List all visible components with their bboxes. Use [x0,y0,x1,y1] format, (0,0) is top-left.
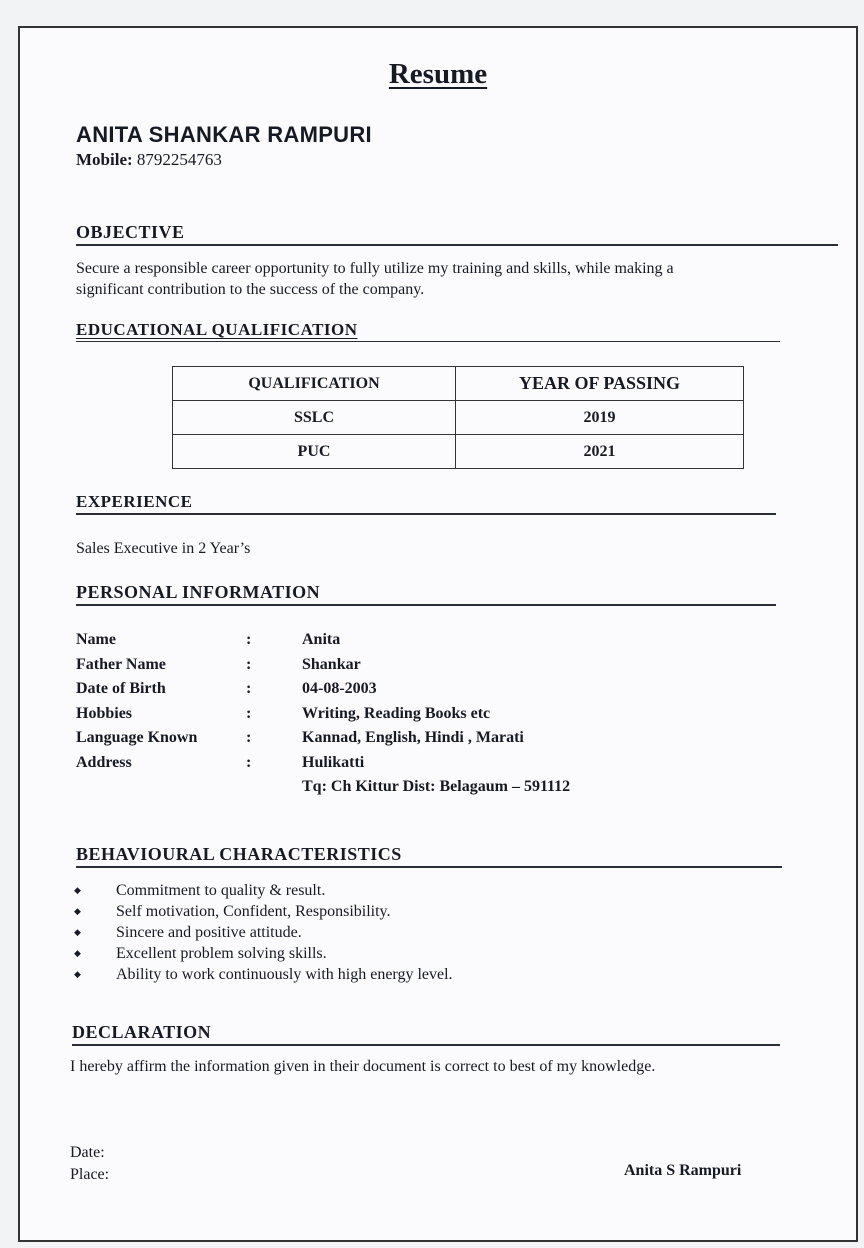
personal-heading-text: PERSONAL INFORMATION [76,582,321,602]
info-row-name [76,628,682,653]
diamond-bullet-icon: ◆ [74,927,81,937]
experience-heading [76,492,776,515]
resume-page [18,26,858,1242]
date-label: Date: [70,1144,105,1161]
info-colon: : [246,729,252,747]
info-row-date-of-birth [76,677,682,702]
place-label: Place: [70,1166,110,1183]
info-label: Hobbies [76,704,133,722]
diamond-bullet-icon: ◆ [74,885,81,895]
info-row-address-line-2 [76,775,682,800]
info-colon: : [246,753,252,771]
list-item-text: Sincere and positive attitude. [116,923,302,941]
mobile-value: 8792254763 [136,150,222,169]
info-colon: : [246,631,252,649]
date-place-block [70,1142,109,1186]
signature-name: Anita S Rampuri [624,1162,742,1179]
personal-heading [76,582,776,606]
table-cell-qualification: PUC [173,435,456,469]
table-cell-qualification: SSLC [173,401,456,435]
diamond-bullet-icon: ◆ [74,906,81,916]
table-cell-year: 2021 [456,435,744,469]
info-row-language-known [76,726,682,751]
table-cell-year: 2019 [456,401,744,435]
behaviour-heading-text: BEHAVIOURAL CHARACTERISTICS [76,844,402,864]
info-colon: : [246,704,252,722]
behaviour-heading [76,844,782,868]
info-value: Tq: Ch Kittur Dist: Belagaum – 591112 [302,778,571,796]
table-row [173,401,744,435]
list-item [74,943,453,964]
candidate-name: ANITA SHANKAR RAMPURI [76,122,372,147]
list-item [74,901,453,922]
personal-info-list [76,628,682,800]
info-value: Hulikatti [302,753,365,771]
info-row-address [76,751,682,776]
declaration-heading-text: DECLARATION [72,1022,212,1042]
info-label: Address [76,753,132,771]
list-item-text: Commitment to quality & result. [116,881,326,899]
info-value: Anita [302,631,341,649]
objective-text [76,258,816,300]
info-colon: : [246,680,252,698]
list-item [74,922,453,943]
objective-heading [76,222,838,246]
education-table [172,366,744,469]
experience-heading-text: EXPERIENCE [76,492,193,511]
info-label: Father Name [76,655,166,673]
experience-text: Sales Executive in 2 Year’s [76,540,251,557]
column-header-year: YEAR OF PASSING [456,367,744,401]
diamond-bullet-icon: ◆ [74,948,81,958]
info-row-father-name [76,653,682,678]
table-row [173,435,744,469]
mobile-label: Mobile: [76,150,133,169]
list-item-text: Excellent problem solving skills. [116,944,327,962]
table-header-row [173,367,744,401]
list-item-text: Ability to work continuously with high energy level. [116,965,453,983]
page-title [20,58,856,91]
objective-line-1: Secure a responsible career opportunity to fully utilize my training and skills, while making a [76,260,674,277]
info-row-hobbies [76,702,682,727]
list-item [74,880,453,901]
title-text: Resume [388,58,488,90]
education-heading-text: EDUCATIONAL QUALIFICATION [76,320,358,339]
declaration-heading [72,1022,780,1046]
education-heading [76,320,780,342]
diamond-bullet-icon: ◆ [74,969,81,979]
info-value: Writing, Reading Books etc [302,704,491,722]
objective-line-2: significant contribution to the success of the company. [76,281,425,298]
behaviour-list [74,880,453,985]
info-label: Date of Birth [76,680,166,698]
info-label: Name [76,631,116,649]
info-colon: : [246,655,252,673]
list-item [74,964,453,985]
info-value: Kannad, English, Hindi , Marati [302,729,524,747]
info-label: Language Known [76,729,198,747]
info-value: Shankar [302,655,361,673]
info-value: 04-08-2003 [302,680,377,698]
declaration-text: I hereby affirm the information given in their document is correct to best of my knowledge. [70,1058,656,1075]
list-item-text: Self motivation, Confident, Responsibility. [116,902,391,920]
objective-heading-text: OBJECTIVE [76,222,185,242]
column-header-qualification: QUALIFICATION [173,367,456,401]
mobile-line [76,150,222,170]
